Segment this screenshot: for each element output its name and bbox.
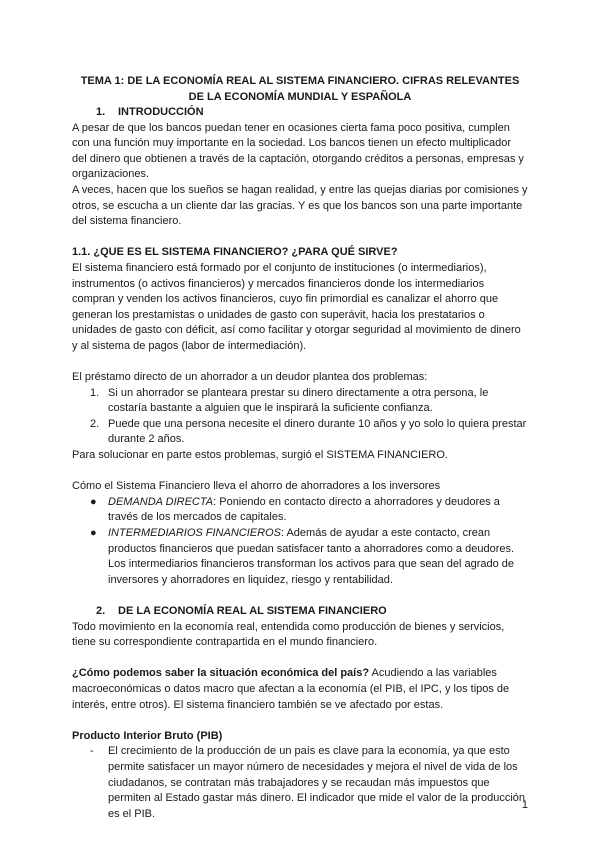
solution-paragraph: Para solucionar en parte estos problemas, surgió el SISTEMA FINANCIERO.: [72, 449, 448, 462]
section-1-heading: [96, 105, 528, 121]
list-item: [72, 386, 528, 417]
problems-list: [72, 386, 528, 448]
document-page: [72, 74, 528, 822]
document-title: [72, 74, 528, 105]
list-number: 2.: [90, 417, 100, 430]
title-line-2: DE LA ECONOMÍA MUNDIAL Y ESPAÑOLA: [188, 90, 412, 103]
section-1-title: INTRODUCCIÓN: [118, 106, 204, 118]
term-demanda-directa: DEMANDA DIRECTA: [108, 495, 214, 508]
list-item-text: Puede que una persona necesite el dinero durante 10 años y yo solo lo quiera prestar durante 2 años.: [108, 417, 527, 446]
page-number: 1: [521, 799, 528, 811]
list-number: 1.: [90, 386, 100, 399]
financial-system-definition: El sistema financiero está formado por el conjunto de instituciones (o intermediarios), instrumentos (o activos financieros) y mercados financieros donde los intermediarios compran y venden los activos financieros, cuyo fin primordial es canalizar el ahorro que generan los prestamistas o unidades de gasto con superávit, hacia los prestatarios o unidades de gasto con déficit, así como facilitar y otorgar seguridad al movimiento de dinero y al sistema de pagos (labor de intermediación).: [72, 261, 521, 352]
economic-situation-question: ¿Cómo podemos saber la situación económica del país?: [72, 667, 370, 680]
economic-situation-answer: Acudiendo a las variables macroeconómicas o datos macro que afectan a la economía (el PIB, el IPC, y los tipos de interés, entre otros). El sistema financiero también se ve afectado por estas.: [72, 667, 510, 711]
list-item: [72, 526, 528, 588]
list-item: [72, 495, 528, 526]
real-economy-paragraph: Todo movimiento en la economía real, entendida como producción de bienes y servicios, tiene su correspondiente contrapartida en el mundo financiero.: [72, 620, 505, 649]
intro-paragraph-2: A veces, hacen que los sueños se hagan realidad, y entre las quejas diarias por comisiones y otros, se escucha a un cliente dar las gracias. Y es que los bancos son una parte importante del sistema financiero.: [72, 183, 528, 228]
list-item-text: : Poniendo en contacto directo a ahorradores y deudores a través de los mercados de capitales.: [108, 495, 500, 524]
direct-loan-problems-intro: El préstamo directo de un ahorrador a un deudor plantea dos problemas:: [72, 371, 428, 384]
list-item-text: : Además de ayudar a este contacto, crean productos financieros que puedan satisfacer tanto a ahorradores como a deudores. Los intermediarios financieros transforman los activos para que sean del agrado de inversores y ahorradores en liquidez, riesgo y rentabilidad.: [108, 527, 515, 586]
intro-paragraph-1: A pesar de que los bancos puedan tener en ocasiones cierta fama poco positiva, cumplen con una función muy importante en la sociedad. Los bancos tienen un efecto multiplicador del dinero que obtienen a través de la captación, otorgando créditos a personas, empresas y organizaciones.: [72, 121, 524, 181]
title-line-1: TEMA 1: DE LA ECONOMÍA REAL AL SISTEMA FINANCIERO. CIFRAS RELEVANTES: [80, 75, 520, 87]
section-1-1-heading: 1.1. ¿QUE ES EL SISTEMA FINANCIERO? ¿PARA QUÉ SIRVE?: [72, 246, 398, 259]
section-2-number: 2.: [96, 605, 106, 617]
list-item: [72, 744, 528, 822]
economic-situation-paragraph: [72, 666, 528, 713]
dash-marker: -: [90, 745, 94, 758]
list-item-text: El crecimiento de la producción de un país es clave para la economía, ya que esto permite satisfacer un mayor número de necesidades y mejora el nivel de vida de los ciudadanos, se contratan más trabajadores y se recaudan más impuestos que permiten al Estado gastar más dinero. El indicador que mide el valor de la producción es el PIB.: [108, 745, 526, 820]
savings-flow-intro: Cómo el Sistema Financiero lleva el ahorro de ahorradores a los inversores: [72, 480, 441, 493]
channels-list: [72, 495, 528, 589]
term-intermediarios-financieros: INTERMEDIARIOS FINANCIEROS: [108, 527, 281, 540]
pib-heading: Producto Interior Bruto (PIB): [72, 729, 223, 742]
section-2-title: DE LA ECONOMÍA REAL AL SISTEMA FINANCIERO: [118, 605, 387, 617]
list-item: [72, 417, 528, 448]
bullet-icon: ●: [90, 495, 97, 508]
bullet-icon: ●: [90, 527, 97, 540]
section-2-heading: [96, 604, 528, 620]
list-item-text: Si un ahorrador se planteara prestar su dinero directamente a otra persona, le costaría bastante a alguien que le inspirará la suficiente confianza.: [108, 386, 489, 415]
pib-list: [72, 744, 528, 822]
section-1-number: 1.: [96, 106, 106, 118]
